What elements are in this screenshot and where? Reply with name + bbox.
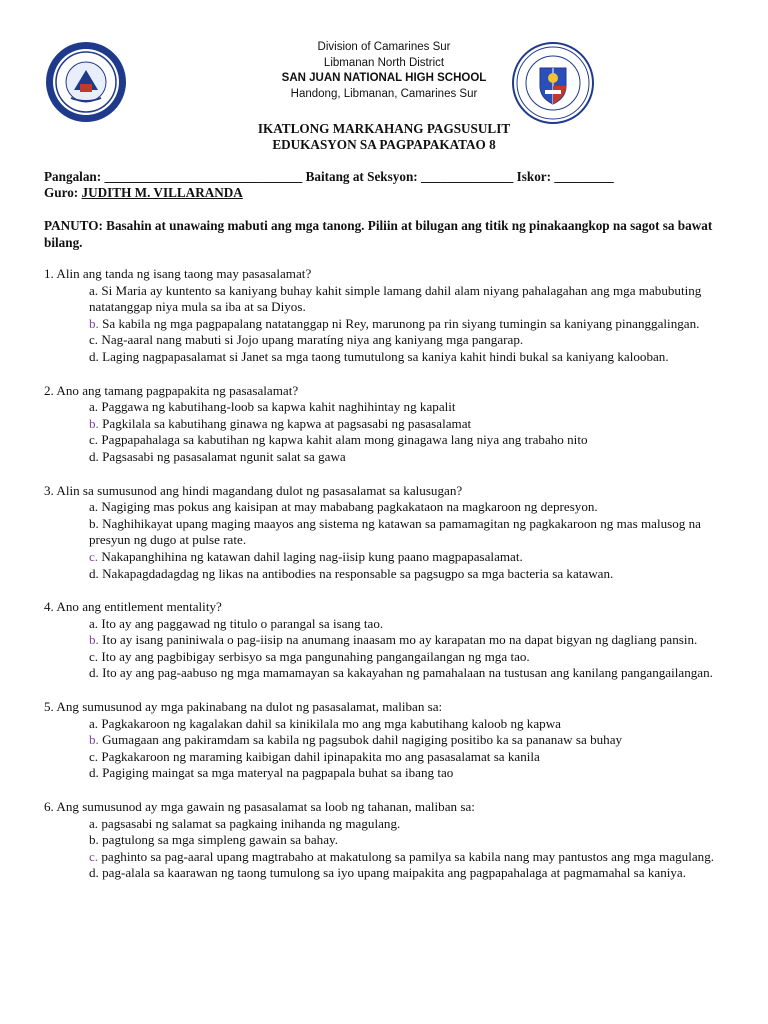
choice-letter[interactable]: c.	[89, 648, 99, 664]
question-stem: 5. Ang sumusunod ay mga pakinabang na dulot ng pasasalamat, maliban sa:	[44, 699, 443, 715]
name-label: Pangalan:	[44, 169, 102, 184]
teacher-label: Guro:	[44, 185, 79, 200]
answer-choice[interactable]	[44, 616, 734, 633]
choice-text: Pagkakaroon ng kagalakan dahil sa kinikilala mo ang mga kabutihang kaloob ng kapwa	[98, 715, 561, 731]
score-field[interactable]: _________	[554, 169, 614, 184]
question-item	[44, 383, 734, 466]
choice-text: Pagpapahalaga sa kabutihan ng kapwa kahit alam mong ginagawa lang niya ang trabaho nito	[98, 432, 588, 448]
question-item	[44, 266, 734, 366]
choice-text: Ito ay isang paniniwala o pag-iisip na anumang inaasam mo ay karapatan mo na dapat bigyan ng dagliang pansin.	[98, 632, 698, 648]
choice-text: Nakapagdadagdag ng likas na antibodies na responsable sa pagsugpo sa mga bacteria sa katawan.	[98, 565, 614, 581]
answer-choice[interactable]	[44, 316, 734, 333]
student-info-row	[44, 169, 614, 185]
answer-choice[interactable]	[44, 665, 734, 682]
question-item	[44, 799, 734, 882]
answer-choice[interactable]	[44, 716, 734, 733]
choice-text: Si Maria ay kuntento sa kaniyang buhay kahit simple lamang dahil alam niyang pahalagahan ang mga mabubuting natatanggap niya mula sa iba at sa Diyos.	[89, 282, 702, 315]
answer-choice[interactable]	[44, 332, 734, 349]
grade-section-label: Baitang at Seksyon:	[305, 169, 418, 184]
answer-choice[interactable]	[44, 765, 734, 782]
exam-title-line1: IKATLONG MARKAHANG PAGSUSULIT	[257, 121, 511, 136]
choice-text: Pagsasabi ng pasasalamat ngunit salat sa gawa	[98, 448, 346, 464]
choice-letter[interactable]: d.	[89, 865, 99, 881]
choice-text: Ito ay ang pagbibigay serbisyo sa mga pangunahing pangangailangan ng mga tao.	[98, 648, 530, 664]
choice-text: Gumagaan ang pakiramdam sa kabila ng pagsubok dahil nagiging positibo ka sa pananaw sa buhay	[98, 732, 623, 748]
choice-letter[interactable]: d.	[89, 765, 99, 781]
answer-choice[interactable]	[44, 849, 734, 866]
choice-text: pagsasabi ng salamat sa pagkaing inihanda ng magulang.	[98, 815, 401, 831]
answer-choice[interactable]	[44, 549, 734, 566]
choice-letter[interactable]: b.	[89, 415, 99, 431]
answer-choice[interactable]	[44, 449, 734, 466]
choice-letter[interactable]: c.	[89, 748, 99, 764]
answer-choice[interactable]	[44, 816, 734, 833]
answer-choice[interactable]	[44, 632, 734, 649]
district-name: Libmanan North District	[323, 56, 445, 69]
choice-letter[interactable]: d.	[89, 448, 99, 464]
division-name: Division of Camarines Sur	[317, 41, 451, 53]
question-item	[44, 483, 734, 583]
question-stem: 1. Alin ang tanda ng isang taong may pasasalamat?	[44, 266, 312, 281]
choice-list	[44, 399, 734, 465]
choice-text: Pagkakaroon ng maraming kaibigan dahil ipinapakita mo ang pasasalamat sa kanila	[98, 748, 540, 764]
choice-list	[44, 283, 734, 366]
score-label: Iskor:	[516, 169, 552, 184]
question-stem: 4. Ano ang entitlement mentality?	[44, 599, 222, 615]
choice-letter[interactable]: c.	[89, 332, 99, 348]
choice-letter[interactable]: b.	[89, 832, 99, 848]
grade-section-field[interactable]: ______________	[420, 169, 514, 184]
choice-list	[44, 499, 734, 582]
question-list	[44, 266, 734, 899]
teacher-name: JUDITH M. VILLARANDA	[81, 185, 243, 200]
choice-letter[interactable]: d.	[89, 348, 99, 364]
choice-letter[interactable]: a.	[89, 615, 99, 631]
choice-text: pagtulong sa mga simpleng gawain sa bahay.	[98, 832, 338, 848]
answer-choice[interactable]	[44, 416, 734, 433]
choice-list	[44, 616, 734, 682]
choice-text: pag-alala sa kaarawan ng taong tumulong sa iyo upang maipakita ang pagpapahalaga at pagmamahal sa kaniya.	[98, 865, 687, 881]
choice-letter[interactable]: d.	[89, 665, 99, 681]
choice-list	[44, 716, 734, 782]
choice-text: Nag-aaral nang mabuti si Jojo upang maratíng niya ang kaniyang mga pangarap.	[98, 332, 524, 348]
choice-letter[interactable]: b.	[89, 515, 99, 531]
choice-letter[interactable]: a.	[89, 499, 99, 515]
answer-choice[interactable]	[44, 649, 734, 666]
school-header	[0, 40, 768, 102]
answer-choice[interactable]	[44, 283, 734, 316]
choice-text: Ito ay ang pag-aabuso ng mga mamamayan sa kakayahan ng pamahalaan na tustusan ang kanilang pangangailangan.	[98, 665, 713, 681]
choice-letter[interactable]: c.	[89, 848, 99, 864]
choice-text: Pagkilala sa kabutihang ginawa ng kapwa at pagsasabi ng pasasalamat	[98, 415, 472, 431]
answer-choice[interactable]	[44, 566, 734, 583]
choice-letter[interactable]: b.	[89, 315, 99, 331]
choice-letter[interactable]: b.	[89, 732, 99, 748]
question-stem: 3. Alin sa sumusunod ang hindi magandang dulot ng pasasalamat sa kalusugan?	[44, 482, 463, 498]
choice-letter[interactable]: a.	[89, 715, 99, 731]
exam-title-line2: EDUKASYON SA PAGPAPAKATAO 8	[272, 137, 496, 152]
answer-choice[interactable]	[44, 516, 734, 549]
answer-choice[interactable]	[44, 399, 734, 416]
answer-choice[interactable]	[44, 749, 734, 766]
choice-letter[interactable]: a.	[89, 282, 99, 298]
answer-choice[interactable]	[44, 432, 734, 449]
choice-letter[interactable]: a.	[89, 815, 99, 831]
name-field[interactable]: ______________________________	[104, 169, 303, 184]
teacher-row	[44, 185, 243, 201]
choice-text: Nakapanghihina ng katawan dahil laging nag-iisip kung paano magpapasalamat.	[98, 548, 523, 564]
question-item	[44, 699, 734, 782]
answer-choice[interactable]	[44, 499, 734, 516]
choice-text: paghinto sa pag-aaral upang magtrabaho at makatulong sa pamilya sa kabila nang may pantustos ang mga magulang.	[98, 848, 715, 864]
question-stem: 2. Ano ang tamang pagpapakita ng pasasalamat?	[44, 382, 299, 398]
question-stem: 6. Ang sumusunod ay mga gawain ng pasasalamat sa loob ng tahanan, maliban sa:	[44, 799, 475, 815]
school-address: Handong, Libmanan, Camarines Sur	[290, 87, 478, 100]
answer-choice[interactable]	[44, 832, 734, 849]
choice-text: Naghihikayat upang maging maayos ang sistema ng katawan sa pamamagitan ng pagkakaroon ng mas malusog na presyun ng dugo at pulse rate.	[89, 515, 701, 548]
answer-choice[interactable]	[44, 349, 734, 366]
answer-choice[interactable]	[44, 865, 734, 882]
choice-letter[interactable]: c.	[89, 432, 99, 448]
choice-letter[interactable]: a.	[89, 399, 99, 415]
choice-text: Nagiging mas pokus ang kaisipan at may mababang pagkakataon na magkaroon ng depresyon.	[98, 499, 598, 515]
answer-choice[interactable]	[44, 732, 734, 749]
exam-title	[0, 121, 768, 153]
school-name: SAN JUAN NATIONAL HIGH SCHOOL	[281, 72, 487, 84]
choice-text: Pagiging maingat sa mga materyal na pagpapala buhat sa ibang tao	[98, 765, 454, 781]
choice-letter[interactable]: b.	[89, 632, 99, 648]
choice-text: Paggawa ng kabutihang-loob sa kapwa kahit naghihintay ng kapalit	[98, 399, 456, 415]
question-item	[44, 599, 734, 682]
choice-list	[44, 816, 734, 882]
choice-text: Sa kabila ng mga pagpapalang natatanggap ni Rey, marunong pa rin siyang tumingin sa kaniyang pinanggalingan.	[98, 315, 700, 331]
choice-text: Laging nagpapasalamat si Janet sa mga taong tumutulong sa kaniya kahit hindi bukal sa kaniyang kalooban.	[98, 348, 669, 364]
choice-text: Ito ay ang paggawad ng titulo o parangal sa isang tao.	[98, 615, 384, 631]
choice-letter[interactable]: d.	[89, 565, 99, 581]
instructions: PANUTO: Basahin at unawaing mabuti ang mga tanong. Piliin at bilugan ang titik ng pinakaangkop na sagot sa bawat bilang.	[44, 218, 713, 250]
choice-letter[interactable]: c.	[89, 548, 99, 564]
